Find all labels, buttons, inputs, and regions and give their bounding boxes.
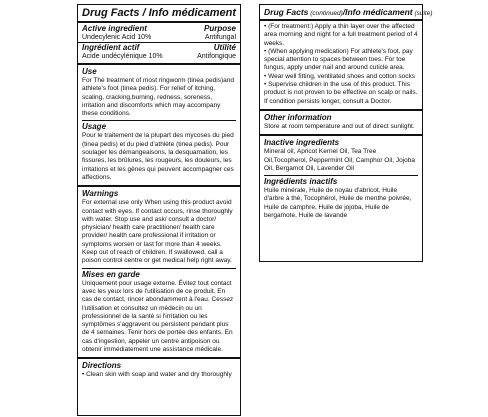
- mises-en-garde-text: Uniquement pour usage externe. Évitez tout contact avec les yeux lors de l'utilisation de ce produit. En cas de contact, rincer abondamment à l'eau. Cessez l'utilisation et consultez un médecin ou un professionnel de la santé si l'irritation ou les symptômes s'aggravent ou persistent pendant plus de 4 semaines. Tenir hors de portée des enfants. En cas d'ingestion, appeler un centre antipoison ou obtenir immédiatement une assistance médicale.: [82, 279, 234, 354]
- header-drug-facts: Drug Facts: [264, 7, 309, 17]
- use-text: For The treatment of most ringworm (tinea pedis)and athlete's foot (tinea pedis). For relief of itching, scaling, cracking,burning, redness, soreness, irritation and discomforts which may accompany these conditions.: [82, 77, 234, 118]
- active-ingredient-label: Active ingredient: [82, 24, 147, 33]
- inactive-ingredients-text: Mineral oil, Apricot Kernel Oil, Tea Tree Oil,Tocopherol, Peppermint Oil, Camphor Oil, Jojoba Oil, Bergamot Oil, Lavender Oil: [264, 148, 416, 172]
- directions-bullet: • (When applying medication) For athlete's foot, pay special attention to spaces between toes. For toe fungus, apply under nail and around cuticle area.: [264, 47, 413, 72]
- directions-title: Directions: [82, 361, 122, 371]
- warnings-text: For external use only When using this product avoid contact with eyes. If contact occurs, rinse thoroughly with water. Stop use and ask/ consult a doctor/ physician/ health care practitioner/ health care provider/ health care professional if irritation or symptoms worsen or last for more than 4 weeks. Keep out of reach of children. If swallowed, call a poison control centre or get medical help right away.: [82, 199, 233, 265]
- active-ingredient-heading-row: [78, 24, 240, 33]
- usage-subsection: [82, 120, 236, 182]
- ingredients-inactifs-title: Ingrédients inactifs: [264, 177, 338, 187]
- purpose-label: Purpose: [203, 24, 236, 33]
- directions-bullet: • Supervise children in the use of this product. This product is not proven to be effective on scalp or nails. If condition persists longer, consult a Doctor.: [264, 81, 418, 105]
- directions-continued-section: [260, 21, 422, 109]
- header-continued: (continued): [308, 10, 343, 17]
- header-info: /Info médicament: [342, 7, 413, 17]
- purpose-en: Antifungal: [204, 34, 236, 41]
- warnings-section: [78, 185, 240, 357]
- ingredient-en: Undecylenic Acid 10%: [82, 34, 152, 41]
- directions-bullet: • Wear well fitting, ventilated shoes and cotton socks: [264, 72, 416, 80]
- other-information-text: Store at room temperature and out of direct sunlight.: [264, 122, 415, 130]
- header-suite: (suite): [412, 10, 433, 17]
- use-section: [78, 63, 240, 185]
- active-ingredient-row-en: [78, 33, 240, 43]
- other-information-title: Other information: [264, 112, 332, 122]
- warnings-title: Warnings: [82, 189, 119, 199]
- use-title: Use: [82, 67, 97, 76]
- drug-facts-continued-header: [260, 5, 433, 21]
- inactive-ingredients-section: [260, 134, 422, 223]
- ingredients-inactifs-text: Huile minérale, Huile de noyau d'abricot, Huile d'arbre à thé, Tocophérol, Huile de menthe poivrée, Huile de camphre, Huile de jojoba, Huile de bergamote, Huile de lavande: [264, 187, 412, 220]
- usage-title: Usage: [82, 122, 107, 132]
- directions-bullet: • Clean skin with soap and water and dry thoroughly: [82, 371, 232, 379]
- mises-en-garde-title: Mises en garde: [82, 269, 140, 279]
- directions-section: [78, 357, 240, 382]
- ingredient-actif-heading-row: [78, 43, 240, 52]
- ingredient-fr: Acide undécylénique 10%: [82, 53, 163, 60]
- ingredients-inactifs-subsection: [264, 175, 418, 220]
- utilite-label: Utilité: [213, 43, 236, 52]
- drug-facts-panel-right: [259, 4, 433, 262]
- mises-en-garde-subsection: [82, 268, 236, 355]
- purpose-fr: Antifongique: [197, 53, 236, 60]
- usage-text: Pour le traitement de la plupart des mycoses du pied (tinea pedis) et du pied d'athlète (tinea pedis). Pour soulager les démangeaisons, la desquamation, les fissures, les brûlures, les rougeurs, les douleurs, les irritations et les gênes qui peuvent accompagner ces affections.: [82, 132, 234, 181]
- drug-facts-header: Drug Facts / Info médicament: [78, 5, 240, 23]
- drug-facts-panel-left: [77, 4, 241, 416]
- directions-bullet: • (For treatment:) Apply a thin layer over the affected area morning and night for a full treatment period of 4 weeks.: [264, 23, 418, 47]
- active-ingredient-row-fr: [78, 52, 240, 63]
- ingredient-actif-label: Ingrédient actif: [82, 43, 140, 52]
- inactive-ingredients-title: Inactive ingredients: [264, 138, 340, 148]
- other-information-section: [260, 109, 422, 134]
